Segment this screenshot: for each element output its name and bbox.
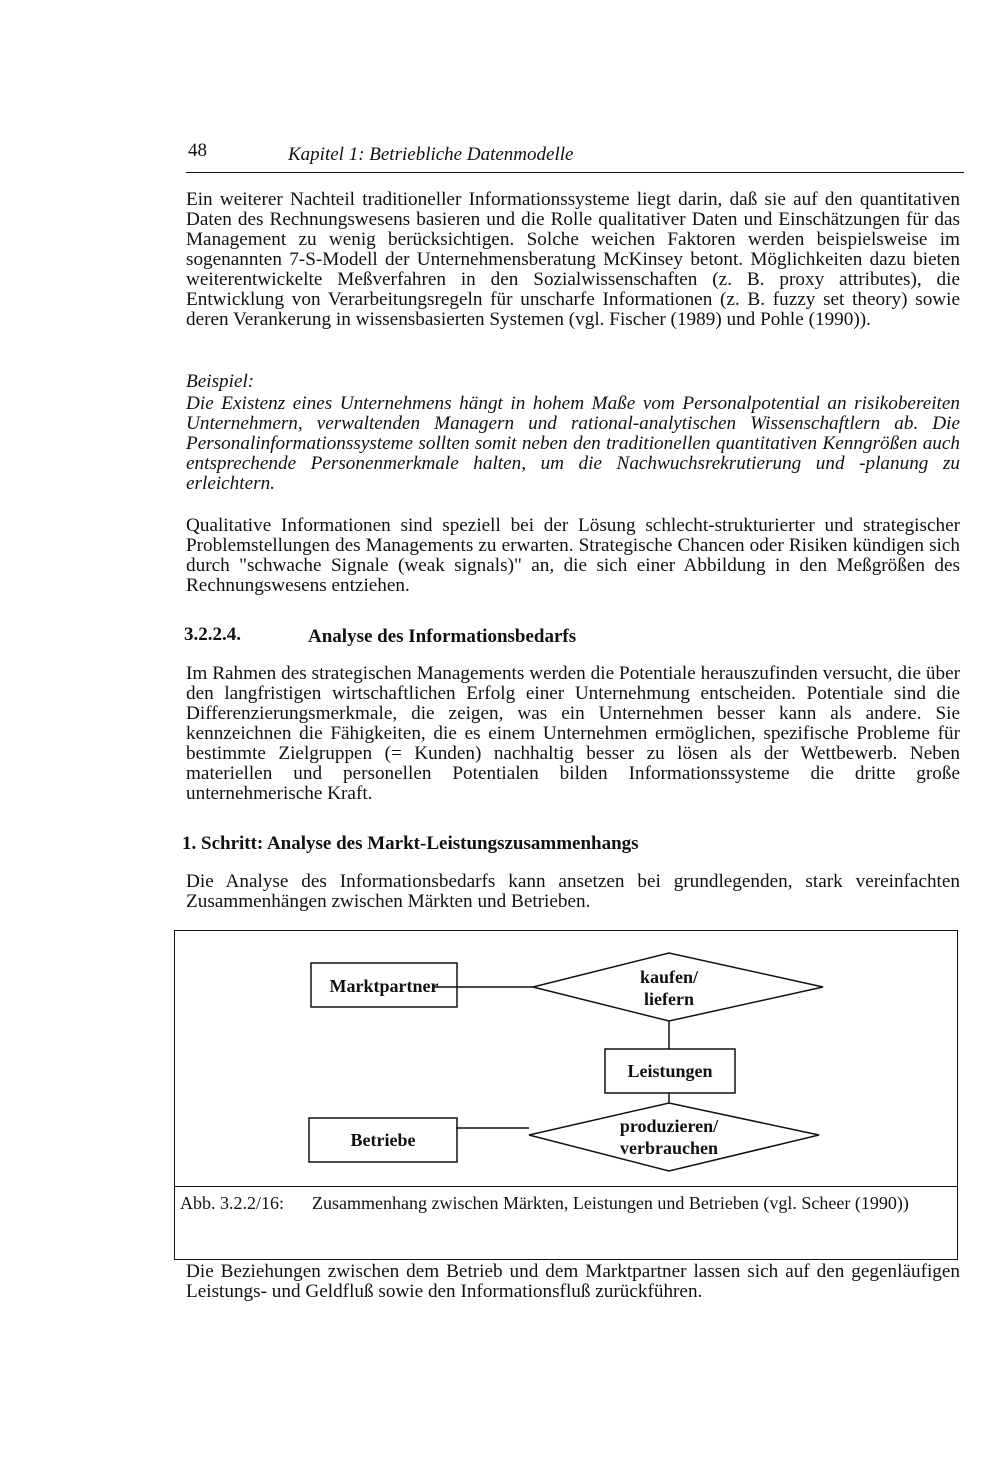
paragraph-relationships: Die Beziehungen zwischen dem Betrieb und dem Marktpartner lassen sich auf den gegenläufigen Leistungs- und Geldfluß sowie den Informationsfluß zurückführen. [186, 1261, 960, 1302]
paragraph-qualitative-information: Qualitative Informationen sind speziell bei der Lösung schlecht-strukturierter und strategischer Problemstellungen des Managements zu erwarten. Strategische Chancen oder Risiken kündigen sich durch "schwache Signale (weak signals)" an, die sich einer Abbildung in den Meßgrößen des Rechnungswesens entziehen. [186, 515, 960, 596]
section-number: 3.2.2.4. [184, 624, 241, 645]
entity-leistungen-label: Leistungen [627, 1061, 713, 1081]
relation-kaufen-line1: kaufen/ [639, 967, 699, 987]
caption-text: Zusammenhang zwischen Märkten, Leistungen und Betrieben (vgl. Scheer (1990)) [312, 1193, 909, 1213]
entity-betriebe-label: Betriebe [350, 1130, 416, 1150]
paragraph-traditional-systems: Ein weiterer Nachteil traditioneller Informationssysteme liegt darin, daß sie auf den quantitativen Daten des Rechnungswesens basieren und die Rolle qualitativer Daten und Einschätzungen für das Management zu wenig berücksichtigen. Solche weichen Faktoren werden beispielsweise im sogenannten 7-S-Modell der Unternehmensberatung McKinsey betont. Möglichkeiten dazu bieten weiterentwickelte Meßverfahren in den Sozialwissenschaften (z. B. proxy attributes), die Entwicklung von Verarbeitungsregeln für unscharfe Informationen (z. B. fuzzy set theory) sowie deren Verankerung in wissensbasierten Systemen (vgl. Fischer (1989) und Pohle (1990)). [186, 189, 960, 330]
example-text: Die Existenz eines Unternehmens hängt in hohem Maße vom Personalpotential an risikobereiten Unternehmern, verwaltenden Managern und rational-analytischen Wissenschaftlern ab. Die Personalinformationssysteme sollten somit neben den traditionellen quantitativen Kenngrößen auch entsprechende Personenmerkmale halten, um die Nachwuchsrekrutierung und -planung zu erleichtern. [186, 393, 960, 494]
caption-label: Abb. 3.2.2/16: [180, 1193, 285, 1213]
page-header [186, 138, 964, 173]
paragraph-analysis-intro: Die Analyse des Informationsbedarfs kann ansetzen bei grundlegenden, stark vereinfachten Zusammenhängen zwischen Märkten und Betrieben. [186, 871, 960, 912]
step-title: 1. Schritt: Analyse des Markt-Leistungszusammenhangs [182, 833, 639, 854]
chapter-title: Kapitel 1: Betriebliche Datenmodelle [288, 144, 574, 165]
relation-diamond-kaufen [533, 953, 823, 1021]
entity-marktpartner-label: Marktpartner [329, 976, 439, 996]
relation-produzieren-line2: verbrauchen [620, 1138, 718, 1158]
relation-produzieren-line1: produzieren/ [619, 1116, 719, 1136]
example-label: Beispiel: [186, 371, 255, 392]
section-title: Analyse des Informationsbedarfs [308, 626, 577, 647]
figure-caption [174, 1186, 958, 1236]
paragraph-strategic-management: Im Rahmen des strategischen Managements werden die Potentiale herauszufinden versucht, die über den langfristigen wirtschaftlichen Erfolg einer Unternehmung entscheiden. Potentiale sind die Differenzierungsmerkmale, die zeigen, was ein Unternehmen besser kann als andere. Sie kennzeichnen die Fähigkeiten, die es einem Unternehmen ermöglichen, spezifische Probleme für bestimmte Zielgruppen (= Kunden) nachhaltig besser zu lösen als der Wettbewerb. Neben materiellen und personellen Potentialen bilden Informationssysteme die dritte große unternehmerische Kraft. [186, 663, 960, 804]
relation-diamond-produzieren [529, 1103, 819, 1171]
page-number: 48 [188, 140, 207, 161]
relation-kaufen-line2: liefern [644, 989, 694, 1009]
